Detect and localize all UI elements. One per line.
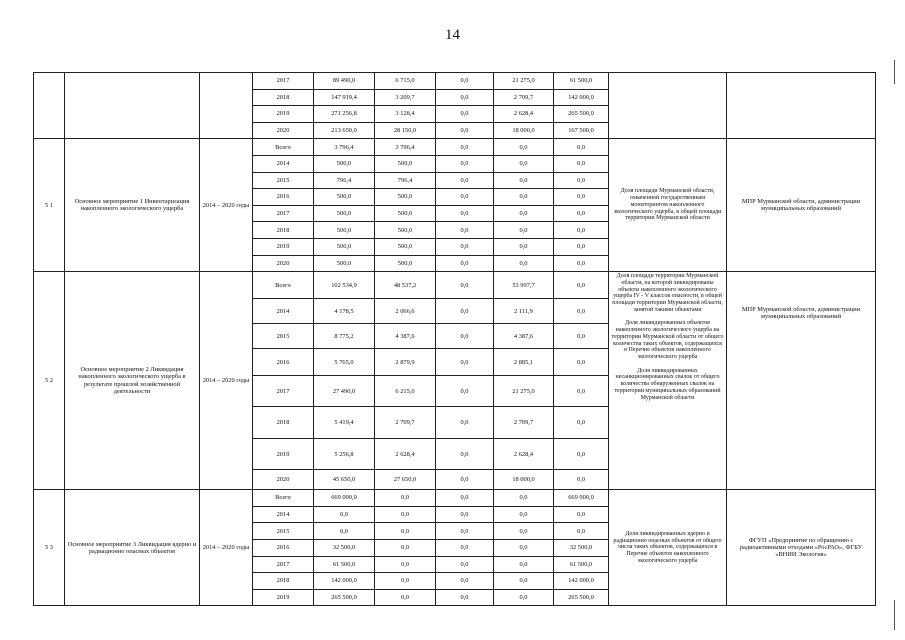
other-sources-cell: 0,0 (554, 376, 609, 407)
other-sources-cell: 265 500,0 (554, 589, 609, 606)
other-sources-cell: 0,0 (554, 324, 609, 349)
local-budget-cell: 0,0 (436, 506, 494, 523)
year-cell: 2018 (253, 89, 314, 106)
regional-budget-cell: 0,0 (375, 523, 436, 540)
regional-budget-cell: 6 215,0 (375, 376, 436, 407)
year-cell: 2017 (253, 73, 314, 90)
total-cell: 5 256,8 (314, 439, 375, 470)
federal-budget-cell: 4 387,6 (494, 324, 554, 349)
federal-budget-cell: 0,0 (494, 506, 554, 523)
total-cell: 271 256,8 (314, 106, 375, 123)
regional-budget-cell: 28 150,0 (375, 122, 436, 139)
regional-budget-cell: 0,0 (375, 556, 436, 573)
federal-budget-cell: 0,0 (494, 490, 554, 507)
program-measures-table (33, 72, 876, 606)
local-budget-cell: 0,0 (436, 556, 494, 573)
regional-budget-cell: 0,0 (375, 589, 436, 606)
executor-text: МПР Мурманской области, администрации муниципальных образований (741, 306, 861, 321)
total-cell: 142 000,0 (314, 573, 375, 590)
year-cell: 2019 (253, 439, 314, 470)
federal-budget-cell: 2 885,1 (494, 349, 554, 376)
indicator-cell: Доля площади Мурманской области, охваченной государственным мониторингом накопленного экологического ущерба, в общей площади территории Мурманской области (609, 139, 727, 272)
table-row (34, 139, 876, 156)
other-sources-cell: 0,0 (554, 523, 609, 540)
regional-budget-cell: 500,0 (375, 205, 436, 222)
other-sources-cell: 167 500,0 (554, 122, 609, 139)
local-budget-cell: 0,0 (436, 189, 494, 206)
total-cell: 4 178,5 (314, 299, 375, 324)
year-cell: 2019 (253, 238, 314, 255)
period-cell: 2014 – 2020 годы (200, 490, 253, 606)
year-cell: Всего (253, 139, 314, 156)
total-cell: 500,0 (314, 155, 375, 172)
measure-name-cell (65, 73, 200, 139)
indicator-text: Доля площади территории Мурманской области, на которой ликвидированы объекты накопленного экологического ущерба IV - V классов опасности, в общей площади территории Мурманской области, занятой такими объектами (612, 273, 723, 313)
local-budget-cell: 0,0 (436, 238, 494, 255)
federal-budget-cell: 0,0 (494, 139, 554, 156)
total-cell: 32 500,0 (314, 539, 375, 556)
federal-budget-cell: 21 275,0 (494, 376, 554, 407)
year-cell: 2020 (253, 470, 314, 490)
year-cell: 2014 (253, 299, 314, 324)
measure-name-cell: Основное мероприятие 3 Ликвидация ядерно и радиационно опасных объектов (65, 490, 200, 606)
scan-edge-mark (894, 60, 895, 84)
federal-budget-cell: 0,0 (494, 523, 554, 540)
year-cell: Всего (253, 272, 314, 299)
total-cell: 8 775,2 (314, 324, 375, 349)
local-budget-cell: 0,0 (436, 376, 494, 407)
year-cell: 2017 (253, 205, 314, 222)
total-cell: 0,0 (314, 506, 375, 523)
other-sources-cell: 0,0 (554, 299, 609, 324)
num-cell: 5 2 (34, 272, 65, 490)
scan-edge-mark (894, 600, 895, 630)
total-cell: 102 534,9 (314, 272, 375, 299)
indicator-cell: Доля ликвидированных ядерно и радиационно опасных объектов от общего числа таких объектов, содержащихся в Перечне объектов накопленного экологического ущерба (609, 490, 727, 606)
other-sources-cell: 142 000,0 (554, 89, 609, 106)
regional-budget-cell: 27 650,0 (375, 470, 436, 490)
federal-budget-cell: 2 111,9 (494, 299, 554, 324)
executor-cell: ФГУП «Предприятие по обращению с радиоактивными отходами «РосРАО», ФГБУ «ВНИИ Экология» (727, 490, 876, 606)
num-cell (34, 73, 65, 139)
indicator-cell (609, 272, 727, 490)
year-cell: 2018 (253, 573, 314, 590)
year-cell: Всего (253, 490, 314, 507)
federal-budget-cell: 2 709,7 (494, 89, 554, 106)
total-cell: 5 419,4 (314, 407, 375, 439)
regional-budget-cell: 0,0 (375, 539, 436, 556)
local-budget-cell: 0,0 (436, 523, 494, 540)
year-cell: 2015 (253, 523, 314, 540)
local-budget-cell: 0,0 (436, 272, 494, 299)
regional-budget-cell: 0,0 (375, 490, 436, 507)
regional-budget-cell: 48 537,2 (375, 272, 436, 299)
local-budget-cell: 0,0 (436, 490, 494, 507)
total-cell: 500,0 (314, 222, 375, 239)
other-sources-cell: 0,0 (554, 439, 609, 470)
other-sources-cell: 0,0 (554, 272, 609, 299)
regional-budget-cell: 2 709,7 (375, 407, 436, 439)
other-sources-cell: 0,0 (554, 155, 609, 172)
regional-budget-cell: 0,0 (375, 506, 436, 523)
local-budget-cell: 0,0 (436, 255, 494, 272)
federal-budget-cell: 0,0 (494, 255, 554, 272)
federal-budget-cell: 0,0 (494, 238, 554, 255)
year-cell: 2018 (253, 407, 314, 439)
indicator-text: Доля ликвидированных объектов накопленного экологического ущерба на территории Мурманской области от общего количества таких объектов, содержащихся в Перечне объектов накопленного экологического ущерба (611, 320, 724, 361)
federal-budget-cell: 0,0 (494, 189, 554, 206)
total-cell: 796,4 (314, 172, 375, 189)
other-sources-cell: 0,0 (554, 205, 609, 222)
total-cell: 147 919,4 (314, 89, 375, 106)
year-cell: 2016 (253, 349, 314, 376)
regional-budget-cell: 500,0 (375, 189, 436, 206)
other-sources-cell: 61 500,0 (554, 556, 609, 573)
period-cell: 2014 – 2020 годы (200, 272, 253, 490)
federal-budget-cell: 0,0 (494, 205, 554, 222)
total-cell: 500,0 (314, 205, 375, 222)
other-sources-cell: 0,0 (554, 470, 609, 490)
year-cell: 2018 (253, 222, 314, 239)
local-budget-cell: 0,0 (436, 439, 494, 470)
federal-budget-cell: 2 628,4 (494, 106, 554, 123)
federal-budget-cell: 53 997,7 (494, 272, 554, 299)
page-number: 14 (445, 27, 460, 43)
num-cell: 5 3 (34, 490, 65, 606)
table-row (34, 272, 876, 299)
other-sources-cell: 0,0 (554, 172, 609, 189)
local-budget-cell: 0,0 (436, 205, 494, 222)
year-cell: 2020 (253, 255, 314, 272)
regional-budget-cell: 500,0 (375, 155, 436, 172)
total-cell: 61 500,0 (314, 556, 375, 573)
other-sources-cell: 32 500,0 (554, 539, 609, 556)
year-cell: 2019 (253, 106, 314, 123)
regional-budget-cell: 796,4 (375, 172, 436, 189)
federal-budget-cell: 18 000,0 (494, 470, 554, 490)
year-cell: 2015 (253, 172, 314, 189)
federal-budget-cell: 0,0 (494, 573, 554, 590)
total-cell: 500,0 (314, 238, 375, 255)
executor-cell: МПР Мурманской области, администрации муниципальных образований (727, 139, 876, 272)
regional-budget-cell: 2 879,9 (375, 349, 436, 376)
local-budget-cell: 0,0 (436, 89, 494, 106)
measure-name-cell: Основное мероприятие 2 Ликвидация накопленного экологического ущерба в результате прошлой хозяйственной деятельности (65, 272, 200, 490)
regional-budget-cell: 2 066,6 (375, 299, 436, 324)
federal-budget-cell: 0,0 (494, 155, 554, 172)
executor-cell (727, 272, 876, 490)
local-budget-cell: 0,0 (436, 589, 494, 606)
local-budget-cell: 0,0 (436, 407, 494, 439)
total-cell: 265 500,0 (314, 589, 375, 606)
local-budget-cell: 0,0 (436, 222, 494, 239)
regional-budget-cell: 2 628,4 (375, 439, 436, 470)
other-sources-cell: 669 000,0 (554, 490, 609, 507)
federal-budget-cell: 2 709,7 (494, 407, 554, 439)
year-cell: 2017 (253, 376, 314, 407)
other-sources-cell: 142 000,0 (554, 573, 609, 590)
year-cell: 2015 (253, 324, 314, 349)
federal-budget-cell: 0,0 (494, 222, 554, 239)
local-budget-cell: 0,0 (436, 539, 494, 556)
local-budget-cell: 0,0 (436, 349, 494, 376)
federal-budget-cell: 0,0 (494, 589, 554, 606)
total-cell: 500,0 (314, 255, 375, 272)
local-budget-cell: 0,0 (436, 172, 494, 189)
other-sources-cell: 0,0 (554, 407, 609, 439)
indicator-cell (609, 73, 727, 139)
other-sources-cell: 0,0 (554, 222, 609, 239)
year-cell: 2016 (253, 539, 314, 556)
regional-budget-cell: 500,0 (375, 238, 436, 255)
regional-budget-cell: 3 209,7 (375, 89, 436, 106)
local-budget-cell: 0,0 (436, 155, 494, 172)
period-cell: 2014 – 2020 годы (200, 139, 253, 272)
regional-budget-cell: 3 128,4 (375, 106, 436, 123)
regional-budget-cell: 4 387,6 (375, 324, 436, 349)
other-sources-cell: 265 500,0 (554, 106, 609, 123)
local-budget-cell: 0,0 (436, 139, 494, 156)
table-row (34, 73, 876, 90)
regional-budget-cell: 500,0 (375, 255, 436, 272)
indicator-text: Доля ликвидированных несанкционированных свалок от общего количества обнаруженных свалок на территории муниципальных образований Мурманской области (614, 367, 721, 401)
year-cell: 2014 (253, 155, 314, 172)
year-cell: 2020 (253, 122, 314, 139)
total-cell: 0,0 (314, 523, 375, 540)
local-budget-cell: 0,0 (436, 299, 494, 324)
local-budget-cell: 0,0 (436, 324, 494, 349)
regional-budget-cell: 500,0 (375, 222, 436, 239)
total-cell: 3 796,4 (314, 139, 375, 156)
local-budget-cell: 0,0 (436, 470, 494, 490)
federal-budget-cell: 0,0 (494, 556, 554, 573)
total-cell: 89 490,0 (314, 73, 375, 90)
local-budget-cell: 0,0 (436, 106, 494, 123)
federal-budget-cell: 18 000,0 (494, 122, 554, 139)
measure-name-cell: Основное мероприятие 1 Инвентаризация накопленного экологического ущерба (65, 139, 200, 272)
period-cell (200, 73, 253, 139)
year-cell: 2014 (253, 506, 314, 523)
year-cell: 2019 (253, 589, 314, 606)
other-sources-cell: 0,0 (554, 139, 609, 156)
local-budget-cell: 0,0 (436, 122, 494, 139)
other-sources-cell: 0,0 (554, 238, 609, 255)
total-cell: 500,0 (314, 189, 375, 206)
regional-budget-cell: 0,0 (375, 573, 436, 590)
table-row (34, 490, 876, 507)
local-budget-cell: 0,0 (436, 573, 494, 590)
regional-budget-cell: 6 715,0 (375, 73, 436, 90)
total-cell: 213 650,0 (314, 122, 375, 139)
total-cell: 45 650,0 (314, 470, 375, 490)
federal-budget-cell: 0,0 (494, 539, 554, 556)
other-sources-cell: 0,0 (554, 255, 609, 272)
total-cell: 669 000,0 (314, 490, 375, 507)
federal-budget-cell: 0,0 (494, 172, 554, 189)
total-cell: 5 765,0 (314, 349, 375, 376)
num-cell: 5 1 (34, 139, 65, 272)
federal-budget-cell: 21 275,0 (494, 73, 554, 90)
other-sources-cell: 61 500,0 (554, 73, 609, 90)
other-sources-cell: 0,0 (554, 349, 609, 376)
local-budget-cell: 0,0 (436, 73, 494, 90)
year-cell: 2016 (253, 189, 314, 206)
year-cell: 2017 (253, 556, 314, 573)
other-sources-cell: 0,0 (554, 506, 609, 523)
regional-budget-cell: 3 796,4 (375, 139, 436, 156)
executor-cell (727, 73, 876, 139)
other-sources-cell: 0,0 (554, 189, 609, 206)
total-cell: 27 490,0 (314, 376, 375, 407)
federal-budget-cell: 2 628,4 (494, 439, 554, 470)
